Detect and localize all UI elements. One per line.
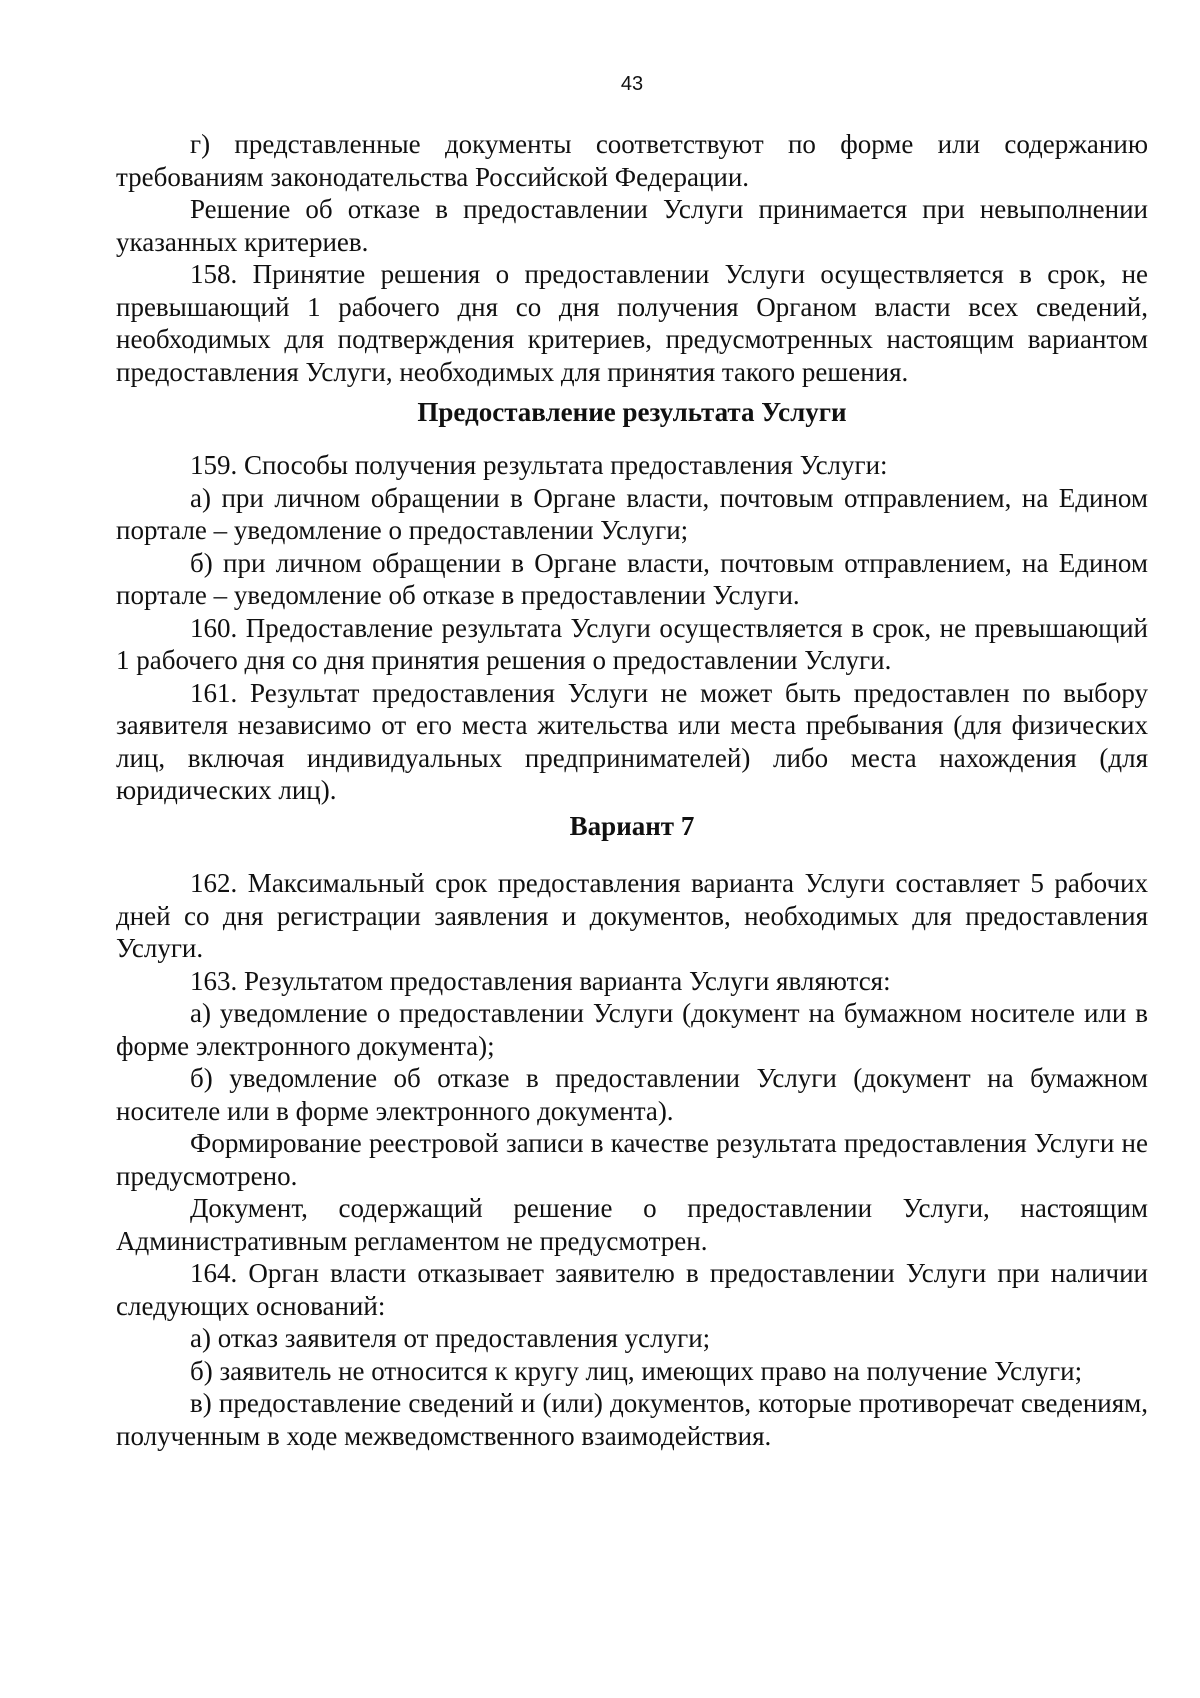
page-number: 43 (620, 73, 644, 95)
section-result (116, 449, 1148, 807)
paragraph-164-b: б) заявитель не относится к кругу лиц, имеющих право на получение Услуги; (190, 1355, 1083, 1386)
paragraph-164: 164. Орган власти отказывает заявителю в предоставлении Услуги при наличии следующих оснований: (116, 1258, 1148, 1321)
section-title-variant-7: Вариант 7 (569, 811, 695, 841)
paragraph-decision-document: Документ, содержащий решение о предоставлении Услуги, настоящим Административным регламентом не предусмотрен. (116, 1193, 1148, 1256)
section-criteria (116, 128, 1148, 388)
paragraph-163-b: б) уведомление об отказе в предоставлении Услуги (документ на бумажном носителе или в форме электронного документа). (116, 1063, 1148, 1126)
paragraph-163-a: а) уведомление о предоставлении Услуги (документ на бумажном носителе или в форме электронного документа); (116, 998, 1148, 1061)
section-title-result: Предоставление результата Услуги (417, 397, 847, 427)
paragraph-164-v: в) предоставление сведений и (или) документов, которые противоречат сведениям, полученным в ходе межведомственного взаимодействия. (116, 1388, 1148, 1451)
paragraph-163: 163. Результатом предоставления варианта Услуги являются: (190, 965, 891, 996)
section-variant-7 (116, 867, 1148, 1452)
paragraph-159-a: а) при личном обращении в Органе власти, почтовым отправлением, на Едином портале – уведомление о предоставлении Услуги; (116, 482, 1148, 545)
paragraph-criterion-g: г) представленные документы соответствуют по форме или содержанию требованиям законодательства Российской Федерации. (116, 129, 1148, 192)
section-heading-result (116, 396, 1148, 429)
paragraph-164-a: а) отказ заявителя от предоставления услуги; (190, 1323, 711, 1353)
paragraph-159-b: б) при личном обращении в Органе власти, почтовым отправлением, на Едином портале – уведомление об отказе в предоставлении Услуги. (116, 547, 1148, 610)
paragraph-159: 159. Способы получения результата предоставления Услуги: (190, 450, 888, 480)
paragraph-registry-record: Формирование реестровой записи в качестве результата предоставления Услуги не предусмотрено. (116, 1128, 1148, 1191)
section-heading-variant (116, 810, 1148, 843)
paragraph-160: 160. Предоставление результата Услуги осуществляется в срок, не превышающий 1 рабочего дня со дня принятия решения о предоставлении Услуги. (116, 612, 1148, 675)
paragraph-refusal-decision: Решение об отказе в предоставлении Услуги принимается при невыполнении указанных критериев. (116, 194, 1148, 257)
paragraph-158: 158. Принятие решения о предоставлении Услуги осуществляется в срок, не превышающий 1 рабочего дня со дня получения Органом власти всех сведений, необходимых для подтверждения критериев, предусмотренных настоящим вариантом предоставления Услуги, необходимых для принятия такого решения. (116, 259, 1148, 387)
paragraph-162: 162. Максимальный срок предоставления варианта Услуги составляет 5 рабочих дней со дня регистрации заявления и документов, необходимых для предоставления Услуги. (116, 868, 1148, 963)
paragraph-161: 161. Результат предоставления Услуги не может быть предоставлен по выбору заявителя независимо от его места жительства или места пребывания (для физических лиц, включая индивидуальных предпринимателей) либо места нахождения (для юридических лиц). (116, 677, 1148, 805)
